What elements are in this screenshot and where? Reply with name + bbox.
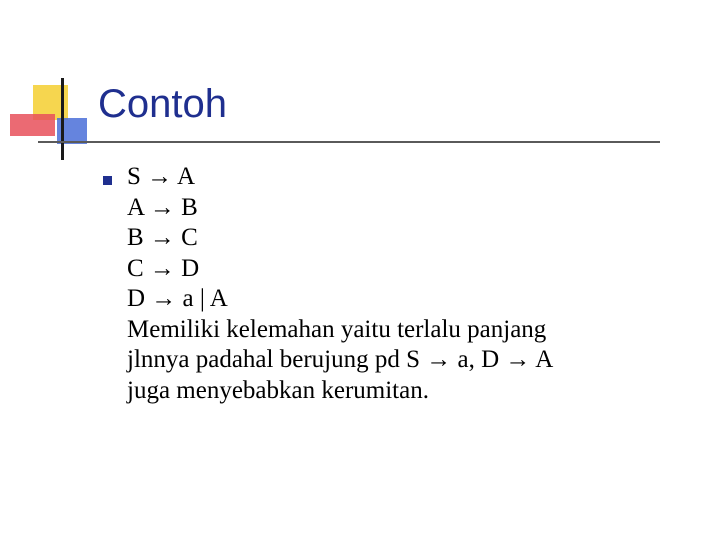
rule-line: A → B: [127, 193, 198, 221]
rule-line: D → a | A: [127, 285, 228, 312]
explanation-line: juga menyebabkan kerumitan.: [127, 376, 429, 404]
rule-line: B → C: [127, 224, 198, 251]
explanation-line: jlnnya padahal berujung pd S → a, D → A: [127, 346, 554, 373]
title-underline: [38, 141, 660, 143]
vertical-divider: [61, 78, 64, 160]
rule-line: S → A: [127, 163, 196, 190]
bullet-marker: [103, 176, 112, 185]
bullet-content: [127, 162, 697, 406]
logo-red-square: [10, 114, 55, 136]
rule-line: C → D: [127, 254, 200, 282]
slide-title: Contoh: [98, 82, 227, 126]
explanation-line: Memiliki kelemahan yaitu terlalu panjang: [127, 315, 547, 343]
